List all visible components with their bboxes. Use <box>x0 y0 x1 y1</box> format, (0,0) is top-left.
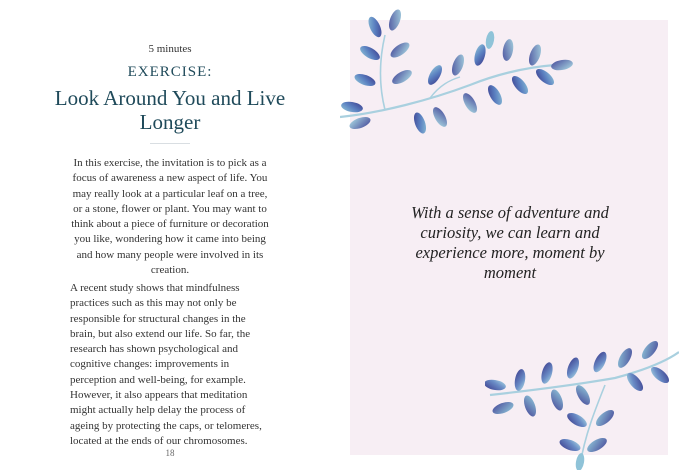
quote-text: With a sense of adventure and curiosity, we can learn and experience more, moment by moment <box>411 203 609 282</box>
body-paragraph-1: In this exercise, the invitation is to pick as a focus of awareness a new aspect of life. You may really look at a particular leaf on a tree, or a stone, flower or plant. You may want to think about a piece of furniture or decoration you like, wondering how it came into being and how many people were involved in its creation. <box>71 157 269 277</box>
page-title: Look Around You and Live Longer <box>54 86 286 134</box>
divider <box>150 143 190 144</box>
page-number: 18 <box>165 448 175 458</box>
exercise-label: EXERCISE: <box>127 64 213 80</box>
body-paragraph-2: A recent study shows that mindfulness practices such as this may not only be responsible for structural changes in the brain, but also extend our life. So far, the research has shown psychological and cognitive changes: improvements in perception and well-being, for example. However, it also appears that meditation might actually help delay the process of ageing by protecting the caps, or telomeres, located at the ends of our chromosomes. <box>70 282 262 447</box>
exercise-duration: 5 minutes <box>148 43 192 55</box>
top-branch-illustration <box>340 5 580 145</box>
right-page <box>340 0 679 475</box>
bottom-branch-illustration <box>485 340 679 470</box>
